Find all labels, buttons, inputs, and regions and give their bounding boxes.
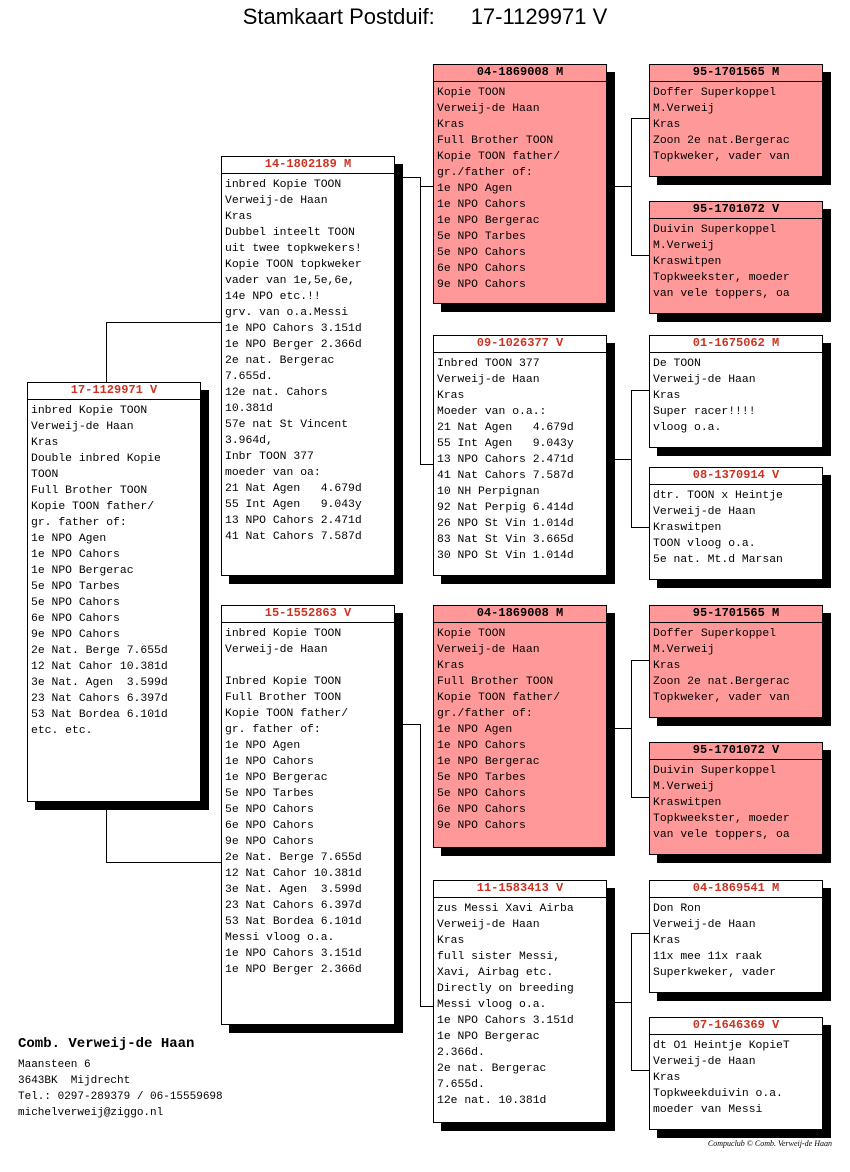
card-line: 55 Int Agen 9.043y: [225, 499, 362, 511]
card-line: Zoon 2e nat.Bergerac: [653, 135, 790, 147]
card-line: 2e nat. Bergerac: [225, 355, 335, 367]
card-line: 23 Nat Cahors 6.397d: [225, 900, 362, 912]
card-line: 21 Nat Agen 4.679d: [437, 422, 574, 434]
card-line: dtr. TOON x Heintje: [653, 490, 783, 502]
card-lines: [650, 485, 822, 568]
card-line: 10 NH Perpignan: [437, 486, 540, 498]
card-line: Super racer!!!!: [653, 406, 756, 418]
connector: [631, 390, 632, 528]
pigeon-card-ff: [433, 64, 607, 304]
card-line: 30 NPO St Vin 1.014d: [437, 550, 574, 562]
card-line: full sister Messi,: [437, 951, 561, 963]
ring-number: 15-1552863 V: [222, 606, 394, 623]
card-line: 5e NPO Cahors: [225, 804, 314, 816]
card-line: 1e NPO Agen: [31, 533, 107, 545]
card-line: Kopie TOON: [437, 628, 506, 640]
card-line: Kopie TOON father/: [31, 501, 155, 513]
card-line: 41 Nat Cahors 7.587d: [437, 470, 574, 482]
card-line: Kopie TOON father/: [437, 151, 561, 163]
card-line: 1e NPO Cahors 3.151d: [437, 1015, 574, 1027]
owner-email[interactable]: michelverweij@ziggo.nl: [18, 1107, 164, 1119]
card-line: 53 Nat Bordea 6.101d: [31, 709, 168, 721]
card-line: zus Messi Xavi Airba: [437, 903, 574, 915]
card-line: inbred Kopie TOON: [225, 628, 342, 640]
card-line: 1e NPO Agen: [225, 740, 301, 752]
card-line: 5e NPO Tarbes: [31, 581, 120, 593]
card-line: 7.655d.: [437, 1079, 485, 1091]
card-line: 5e NPO Tarbes: [225, 788, 314, 800]
card-line: Verweij-de Haan: [437, 919, 540, 931]
card-line: De TOON: [653, 358, 701, 370]
card-line: Kopie TOON topkweker: [225, 259, 362, 271]
ring-number: 95-1701565 M: [650, 65, 822, 82]
ring-number: 14-1802189 M: [222, 157, 394, 174]
card-line: 14e NPO etc.!!: [225, 291, 321, 303]
card-line: M.Verweij: [653, 644, 715, 656]
ring-number: 04-1869008 M: [434, 65, 606, 82]
ring-number: 07-1646369 V: [650, 1018, 822, 1035]
connector: [420, 177, 421, 465]
card-line: 5e NPO Tarbes: [437, 231, 526, 243]
card-line: Doffer Superkoppel: [653, 87, 777, 99]
card-line: 6e NPO Cahors: [31, 613, 120, 625]
card-lines: [650, 82, 822, 165]
card-lines: [650, 760, 822, 843]
connector: [631, 660, 649, 661]
connector: [420, 186, 434, 187]
card-line: Topkweker, vader van: [653, 692, 790, 704]
connector: [631, 255, 649, 256]
card-line: Zoon 2e nat.Bergerac: [653, 676, 790, 688]
ring-number: 95-1701072 V: [650, 743, 822, 760]
card-lines: [434, 898, 606, 1109]
card-line: Verweij-de Haan: [225, 644, 328, 656]
card-line: 1e NPO Cahors 3.151d: [225, 323, 362, 335]
pigeon-card-mff: [649, 605, 823, 718]
ring-number: 17-1129971 V: [28, 383, 200, 400]
card-line: Topkweker, vader van: [653, 151, 790, 163]
card-line: Verweij-de Haan: [225, 195, 328, 207]
card-lines: [650, 623, 822, 706]
title-ring: 17-1129971 V: [470, 4, 608, 29]
card-line: Verweij-de Haan: [31, 421, 134, 433]
card-line: Kras: [653, 390, 681, 402]
card-line: 23 Nat Cahors 6.397d: [31, 693, 168, 705]
card-line: 1e NPO Cahors: [225, 756, 314, 768]
card-line: Verweij-de Haan: [653, 1056, 756, 1068]
ring-number: 01-1675062 M: [650, 336, 822, 353]
copyright-note: Compuclub © Comb. Verweij-de Haan: [707, 1139, 832, 1148]
card-line: 2e nat. Bergerac: [437, 1063, 547, 1075]
card-line: Inbred TOON 377: [437, 358, 540, 370]
card-line: 5e NPO Cahors: [31, 597, 120, 609]
card-line: Kras: [437, 660, 465, 672]
owner-address: Maansteen 6: [18, 1059, 91, 1071]
card-line: 5e NPO Tarbes: [437, 772, 526, 784]
card-line: 9e NPO Cahors: [31, 629, 120, 641]
owner-block: [18, 1035, 223, 1121]
card-line: Dubbel inteelt TOON: [225, 227, 355, 239]
pigeon-card-fm: [433, 335, 607, 576]
card-line: 57e nat St Vincent: [225, 419, 349, 431]
connector: [631, 118, 649, 119]
card-line: inbred Kopie TOON: [31, 405, 148, 417]
card-line: etc. etc.: [31, 725, 93, 737]
pigeon-card-fff: [649, 64, 823, 177]
card-line: Kras: [437, 119, 465, 131]
card-lines: [434, 623, 606, 834]
pigeon-card-ffm: [649, 201, 823, 314]
card-line: Xavi, Airbag etc.: [437, 967, 554, 979]
pigeon-card-mf: [433, 605, 607, 848]
card-line: 1e NPO Bergerac: [437, 215, 540, 227]
card-lines: [222, 623, 394, 978]
pigeon-card-mfm: [649, 742, 823, 855]
card-line: 55 Int Agen 9.043y: [437, 438, 574, 450]
card-line: Double inbred Kopie: [31, 453, 161, 465]
card-line: 3e Nat. Agen 3.599d: [31, 677, 168, 689]
pigeon-card-fmm: [649, 467, 823, 580]
pigeon-card-fmf: [649, 335, 823, 448]
card-line: 3.964d,: [225, 435, 273, 447]
card-line: Topkweekduivin o.a.: [653, 1088, 783, 1100]
card-line: 9e NPO Cahors: [437, 820, 526, 832]
card-line: 5e NPO Cahors: [437, 247, 526, 259]
card-lines: [650, 1035, 822, 1118]
owner-city: 3643BK Mijdrecht: [18, 1075, 131, 1087]
card-line: Duivin Superkoppel: [653, 224, 777, 236]
card-line: vader van 1e,5e,6e,: [225, 275, 355, 287]
ring-number: 04-1869541 M: [650, 881, 822, 898]
connector: [631, 660, 632, 798]
card-line: M.Verweij: [653, 240, 715, 252]
pigeon-card-subject: [27, 382, 201, 802]
card-line: Kopie TOON: [437, 87, 506, 99]
owner-phone: Tel.: 0297-289379 / 06-15559698: [18, 1091, 223, 1103]
pigeon-card-mm: [433, 880, 607, 1123]
card-lines: [650, 353, 822, 436]
card-line: 53 Nat Bordea 6.101d: [225, 916, 362, 928]
card-line: 11x mee 11x raak: [653, 951, 763, 963]
connector: [106, 322, 107, 384]
card-line: 12e nat. 10.381d: [437, 1095, 547, 1107]
card-line: uit twee topkwekers!: [225, 243, 362, 255]
card-line: Doffer Superkoppel: [653, 628, 777, 640]
card-line: 26 NPO St Vin 1.014d: [437, 518, 574, 530]
card-line: Verweij-de Haan: [437, 644, 540, 656]
card-line: Verweij-de Haan: [653, 506, 756, 518]
ring-number: 09-1026377 V: [434, 336, 606, 353]
card-line: 1e NPO Berger 2.366d: [225, 339, 362, 351]
card-line: Kraswitpen: [653, 797, 722, 809]
card-line: 1e NPO Cahors: [31, 549, 120, 561]
card-line: Verweij-de Haan: [437, 374, 540, 386]
card-line: Kras: [653, 660, 681, 672]
card-lines: [28, 400, 200, 739]
connector: [106, 862, 222, 863]
card-line: Kraswitpen: [653, 256, 722, 268]
card-line: moeder van oa:: [225, 467, 321, 479]
card-line: 10.381d: [225, 403, 273, 415]
card-line: 1e NPO Bergerac: [437, 1031, 540, 1043]
card-line: moeder van Messi: [653, 1104, 763, 1116]
card-lines: [650, 219, 822, 302]
ring-number: 95-1701072 V: [650, 202, 822, 219]
card-line: gr. father of:: [225, 724, 321, 736]
card-line: Messi vloog o.a.: [437, 999, 547, 1011]
card-lines: [434, 82, 606, 293]
pigeon-card-mmf: [649, 880, 823, 993]
card-line: 1e NPO Agen: [437, 183, 513, 195]
card-line: 6e NPO Cahors: [437, 263, 526, 275]
card-line: 83 Nat St Vin 3.665d: [437, 534, 574, 546]
card-line: grv. van o.a.Messi: [225, 307, 349, 319]
card-line: 1e NPO Berger 2.366d: [225, 964, 362, 976]
card-line: 7.655d.: [225, 371, 273, 383]
card-line: 6e NPO Cahors: [225, 820, 314, 832]
card-line: [225, 658, 394, 674]
card-line: 13 NPO Cahors 2.471d: [437, 454, 574, 466]
card-line: Kras: [437, 390, 465, 402]
card-line: Full Brother TOON: [437, 135, 554, 147]
card-line: TOON: [31, 469, 59, 481]
pigeon-card-father: [221, 156, 395, 576]
card-line: dt O1 Heintje KopieT: [653, 1040, 790, 1052]
card-line: Don Ron: [653, 903, 701, 915]
card-line: 9e NPO Cahors: [437, 279, 526, 291]
connector: [106, 810, 107, 863]
card-line: 2e Nat. Berge 7.655d: [225, 852, 362, 864]
card-line: gr./father of:: [437, 167, 533, 179]
connector: [631, 797, 649, 798]
card-line: 13 NPO Cahors 2.471d: [225, 515, 362, 527]
connector: [420, 724, 421, 1007]
card-line: Kopie TOON father/: [225, 708, 349, 720]
connector: [106, 322, 222, 323]
connector: [631, 933, 632, 1071]
connector: [420, 464, 434, 465]
card-line: van vele toppers, oa: [653, 829, 790, 841]
card-line: Kras: [437, 935, 465, 947]
card-line: Kras: [653, 935, 681, 947]
card-line: Topkweekster, moeder: [653, 272, 790, 284]
connector: [631, 390, 649, 391]
card-line: 92 Nat Perpig 6.414d: [437, 502, 574, 514]
card-line: Superkweker, vader: [653, 967, 777, 979]
card-line: Kras: [653, 119, 681, 131]
connector: [614, 1002, 632, 1003]
card-line: 12e nat. Cahors: [225, 387, 328, 399]
card-line: Full Brother TOON: [437, 676, 554, 688]
card-line: 1e NPO Bergerac: [225, 772, 328, 784]
card-line: gr./father of:: [437, 708, 533, 720]
card-line: Topkweekster, moeder: [653, 813, 790, 825]
connector: [631, 527, 649, 528]
card-line: 2.366d.: [437, 1047, 485, 1059]
card-lines: [434, 353, 606, 564]
card-line: 1e NPO Agen: [437, 724, 513, 736]
card-line: Moeder van o.a.:: [437, 406, 547, 418]
card-line: 1e NPO Bergerac: [31, 565, 134, 577]
card-line: Directly on breeding: [437, 983, 574, 995]
card-line: Kopie TOON father/: [437, 692, 561, 704]
card-line: M.Verweij: [653, 781, 715, 793]
title-label: Stamkaart Postduif:: [242, 4, 435, 29]
card-line: Kras: [225, 211, 253, 223]
card-lines: [222, 174, 394, 545]
card-line: Verweij-de Haan: [653, 919, 756, 931]
card-line: 2e Nat. Berge 7.655d: [31, 645, 168, 657]
ring-number: 04-1869008 M: [434, 606, 606, 623]
card-line: Duivin Superkoppel: [653, 765, 777, 777]
card-line: M.Verweij: [653, 103, 715, 115]
owner-name: Comb. Verweij-de Haan: [18, 1036, 195, 1052]
card-line: Verweij-de Haan: [437, 103, 540, 115]
card-line: 5e nat. Mt.d Marsan: [653, 554, 783, 566]
card-line: 21 Nat Agen 4.679d: [225, 483, 362, 495]
card-line: 41 Nat Cahors 7.587d: [225, 531, 362, 543]
card-line: 5e NPO Cahors: [437, 788, 526, 800]
card-line: 1e NPO Cahors: [437, 740, 526, 752]
ring-number: 95-1701565 M: [650, 606, 822, 623]
connector: [631, 118, 632, 256]
card-line: gr. father of:: [31, 517, 127, 529]
card-line: vloog o.a.: [653, 422, 722, 434]
connector: [614, 728, 632, 729]
card-line: 1e NPO Cahors 3.151d: [225, 948, 362, 960]
card-line: Inbred Kopie TOON: [225, 676, 342, 688]
connector: [631, 1070, 649, 1071]
card-line: 3e Nat. Agen 3.599d: [225, 884, 362, 896]
card-line: van vele toppers, oa: [653, 288, 790, 300]
card-line: 12 Nat Cahor 10.381d: [225, 868, 362, 880]
card-line: 1e NPO Bergerac: [437, 756, 540, 768]
card-line: inbred Kopie TOON: [225, 179, 342, 191]
card-line: Kras: [653, 1072, 681, 1084]
connector: [401, 724, 421, 725]
pigeon-card-mmm: [649, 1017, 823, 1130]
card-line: Verweij-de Haan: [653, 374, 756, 386]
ring-number: 11-1583413 V: [434, 881, 606, 898]
card-line: Full Brother TOON: [31, 485, 148, 497]
card-line: 12 Nat Cahor 10.381d: [31, 661, 168, 673]
ring-number: 08-1370914 V: [650, 468, 822, 485]
card-lines: [650, 898, 822, 981]
card-line: 1e NPO Cahors: [437, 199, 526, 211]
connector: [401, 177, 421, 178]
card-line: Kras: [31, 437, 59, 449]
connector: [420, 1006, 434, 1007]
card-line: Full Brother TOON: [225, 692, 342, 704]
page-title: [0, 4, 850, 30]
card-line: Kraswitpen: [653, 522, 722, 534]
card-line: Messi vloog o.a.: [225, 932, 335, 944]
connector: [614, 459, 632, 460]
card-line: 9e NPO Cahors: [225, 836, 314, 848]
card-line: 6e NPO Cahors: [437, 804, 526, 816]
pigeon-card-mother: [221, 605, 395, 1025]
card-line: TOON vloog o.a.: [653, 538, 756, 550]
card-line: Inbr TOON 377: [225, 451, 314, 463]
connector: [631, 933, 649, 934]
connector: [614, 186, 632, 187]
